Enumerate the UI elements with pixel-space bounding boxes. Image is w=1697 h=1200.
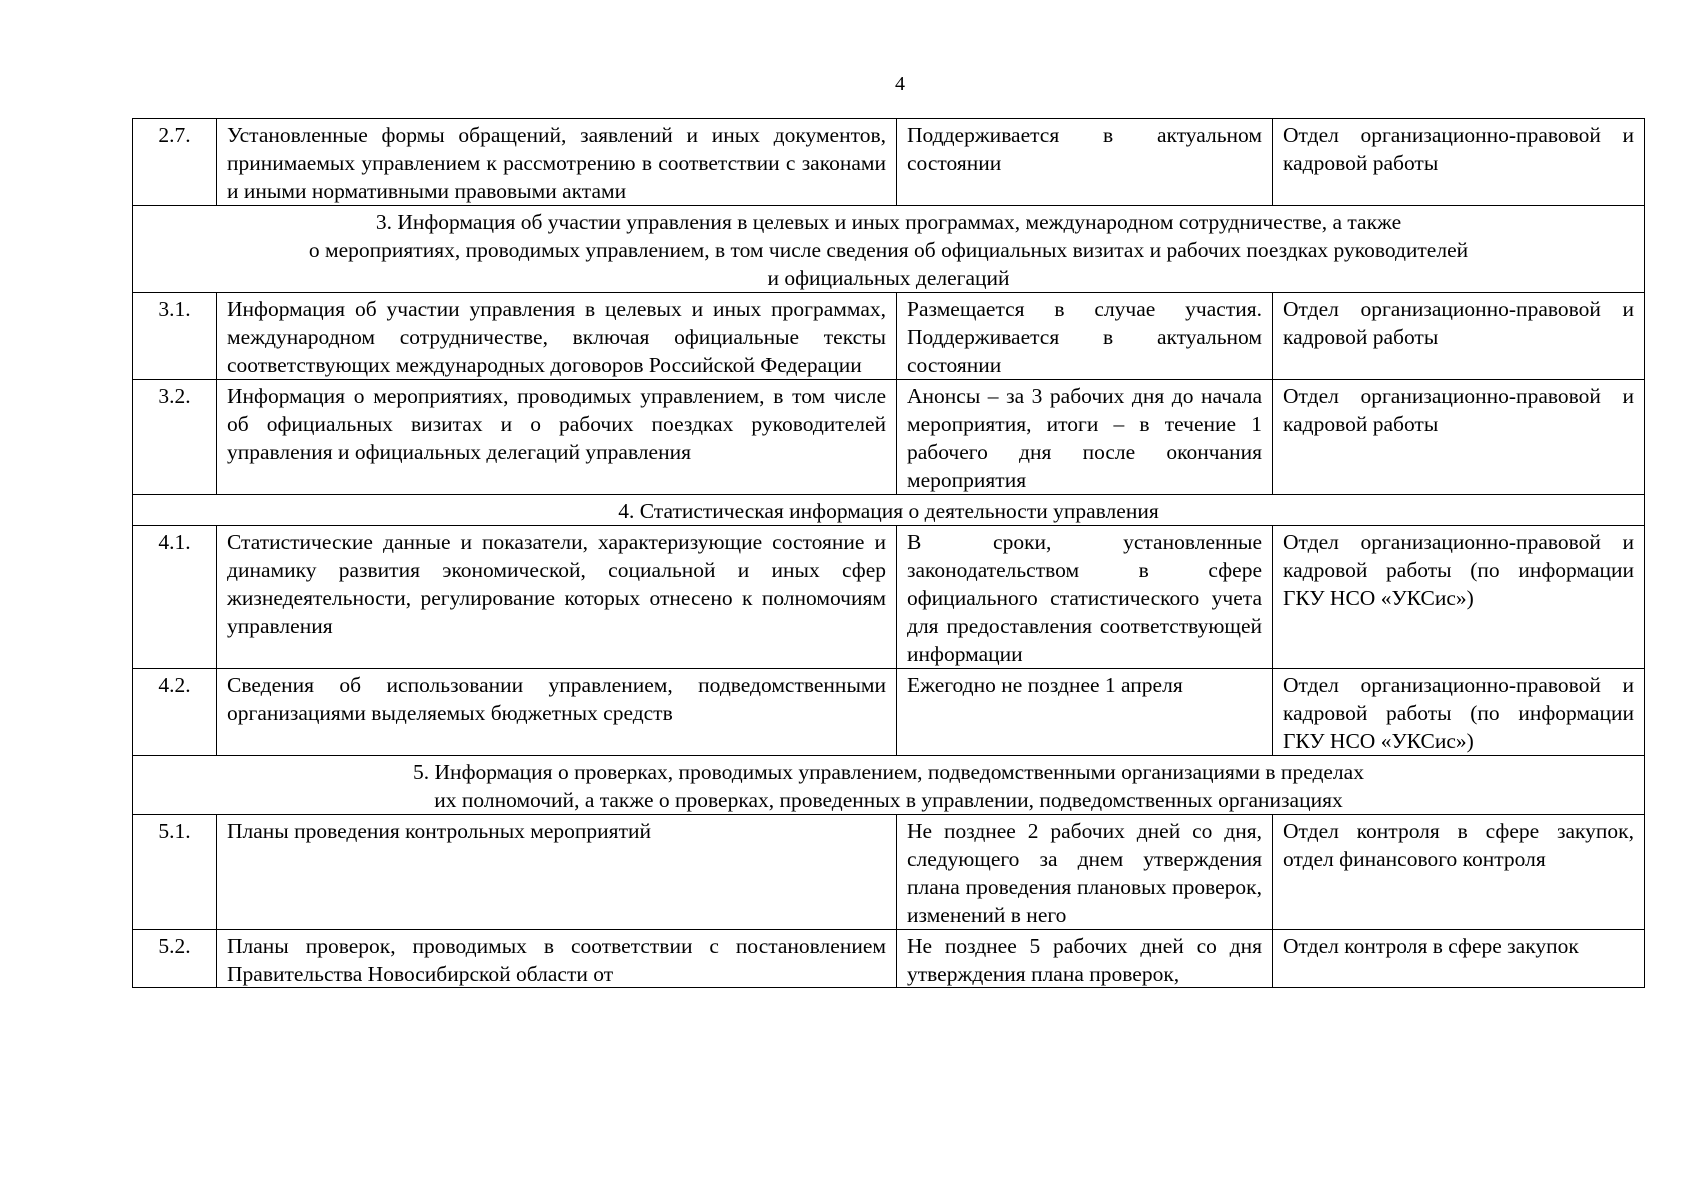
section-header xyxy=(133,206,1645,293)
responsible-unit: Отдел организационно-правовой и кадровой работы xyxy=(1273,119,1645,206)
section-header-row xyxy=(133,206,1645,293)
table-row xyxy=(133,815,1645,930)
section-header xyxy=(133,495,1645,526)
section-header-line: о мероприятиях, проводимых управлением, в том числе сведения об официальных визитах и рабочих поездках руководителей xyxy=(308,238,1469,262)
placement-period: Ежегодно не позднее 1 апреля xyxy=(897,669,1273,756)
row-number: 3.1. xyxy=(133,293,217,380)
info-description: Информация о мероприятиях, проводимых управлением, в том числе об официальных визитах и о рабочих поездках руководителей управления и официальных делегаций управления xyxy=(217,380,897,495)
table-row xyxy=(133,930,1645,988)
responsible-unit: Отдел организационно-правовой и кадровой работы (по информации ГКУ НСО «УКСис») xyxy=(1273,526,1645,669)
row-number: 3.2. xyxy=(133,380,217,495)
section-header-line: их полномочий, а также о проверках, проведенных в управлении, подведомственных организациях xyxy=(434,788,1343,812)
placement-period xyxy=(897,930,1273,988)
row-number: 5.1. xyxy=(133,815,217,930)
row-number: 4.2. xyxy=(133,669,217,756)
info-description: Установленные формы обращений, заявлений и иных документов, принимаемых управлением к рассмотрению в соответствии с законами и иными нормативными правовыми актами xyxy=(217,119,897,206)
section-header-row xyxy=(133,495,1645,526)
placement-period: Поддерживается в актуальном состоянии xyxy=(897,119,1273,206)
row-number: 4.1. xyxy=(133,526,217,669)
section-header-line: 3. Информация об участии управления в целевых и иных программах, международном сотрудничестве, а также xyxy=(375,210,1402,234)
responsible-unit: Отдел организационно-правовой и кадровой работы xyxy=(1273,293,1645,380)
information-table xyxy=(132,118,1645,988)
row-number xyxy=(133,930,217,988)
info-description: Сведения об использовании управлением, подведомственными организациями выделяемых бюджетных средств xyxy=(217,669,897,756)
placement-period: Размещается в случае участия. Поддерживается в актуальном состоянии xyxy=(897,293,1273,380)
table-row xyxy=(133,380,1645,495)
section-header-line: 5. Информация о проверках, проводимых управлением, подведомственными организациями в пределах xyxy=(413,760,1364,784)
placement-period: Не позднее 2 рабочих дней со дня, следующего за днем утверждения плана проведения плановых проверок, изменений в него xyxy=(897,815,1273,930)
info-description: Информация об участии управления в целевых и иных программах, международном сотрудничестве, включая официальные тексты соответствующих международных договоров Российской Федерации xyxy=(217,293,897,380)
placement-period: В сроки, установленные законодательством в сфере официального статистического учета для предоставления соответствующей информации xyxy=(897,526,1273,669)
section-header-line: 4. Статистическая информация о деятельности управления xyxy=(618,499,1159,523)
section-header-line: и официальных делегаций xyxy=(767,266,1010,290)
table-row xyxy=(133,526,1645,669)
info-description xyxy=(217,930,897,988)
section-header-row xyxy=(133,756,1645,815)
page-number: 4 xyxy=(895,73,905,95)
responsible-unit xyxy=(1273,930,1645,988)
row-number-text: 5.2. xyxy=(158,934,191,958)
table-row xyxy=(133,293,1645,380)
info-description: Планы проведения контрольных мероприятий xyxy=(217,815,897,930)
table-row xyxy=(133,119,1645,206)
info-description: Статистические данные и показатели, характеризующие состояние и динамику развития экономической, социальной и иных сфер жизнедеятельности, регулирование которых отнесено к полномочиям управления xyxy=(217,526,897,669)
placement-period-text: Не позднее 5 рабочих дней со дня утверждения плана проверок, xyxy=(907,934,1262,986)
info-description-text: Планы проверок, проводимых в соответствии с постановлением Правительства Новосибирской области от xyxy=(227,934,886,986)
section-header xyxy=(133,756,1645,815)
responsible-unit: Отдел контроля в сфере закупок, отдел финансового контроля xyxy=(1273,815,1645,930)
table-row xyxy=(133,669,1645,756)
responsible-unit: Отдел организационно-правовой и кадровой работы xyxy=(1273,380,1645,495)
row-number: 2.7. xyxy=(133,119,217,206)
placement-period: Анонсы – за 3 рабочих дня до начала мероприятия, итоги – в течение 1 рабочего дня после окончания мероприятия xyxy=(897,380,1273,495)
responsible-unit: Отдел организационно-правовой и кадровой работы (по информации ГКУ НСО «УКСис») xyxy=(1273,669,1645,756)
responsible-unit-text: Отдел контроля в сфере закупок xyxy=(1283,934,1579,958)
